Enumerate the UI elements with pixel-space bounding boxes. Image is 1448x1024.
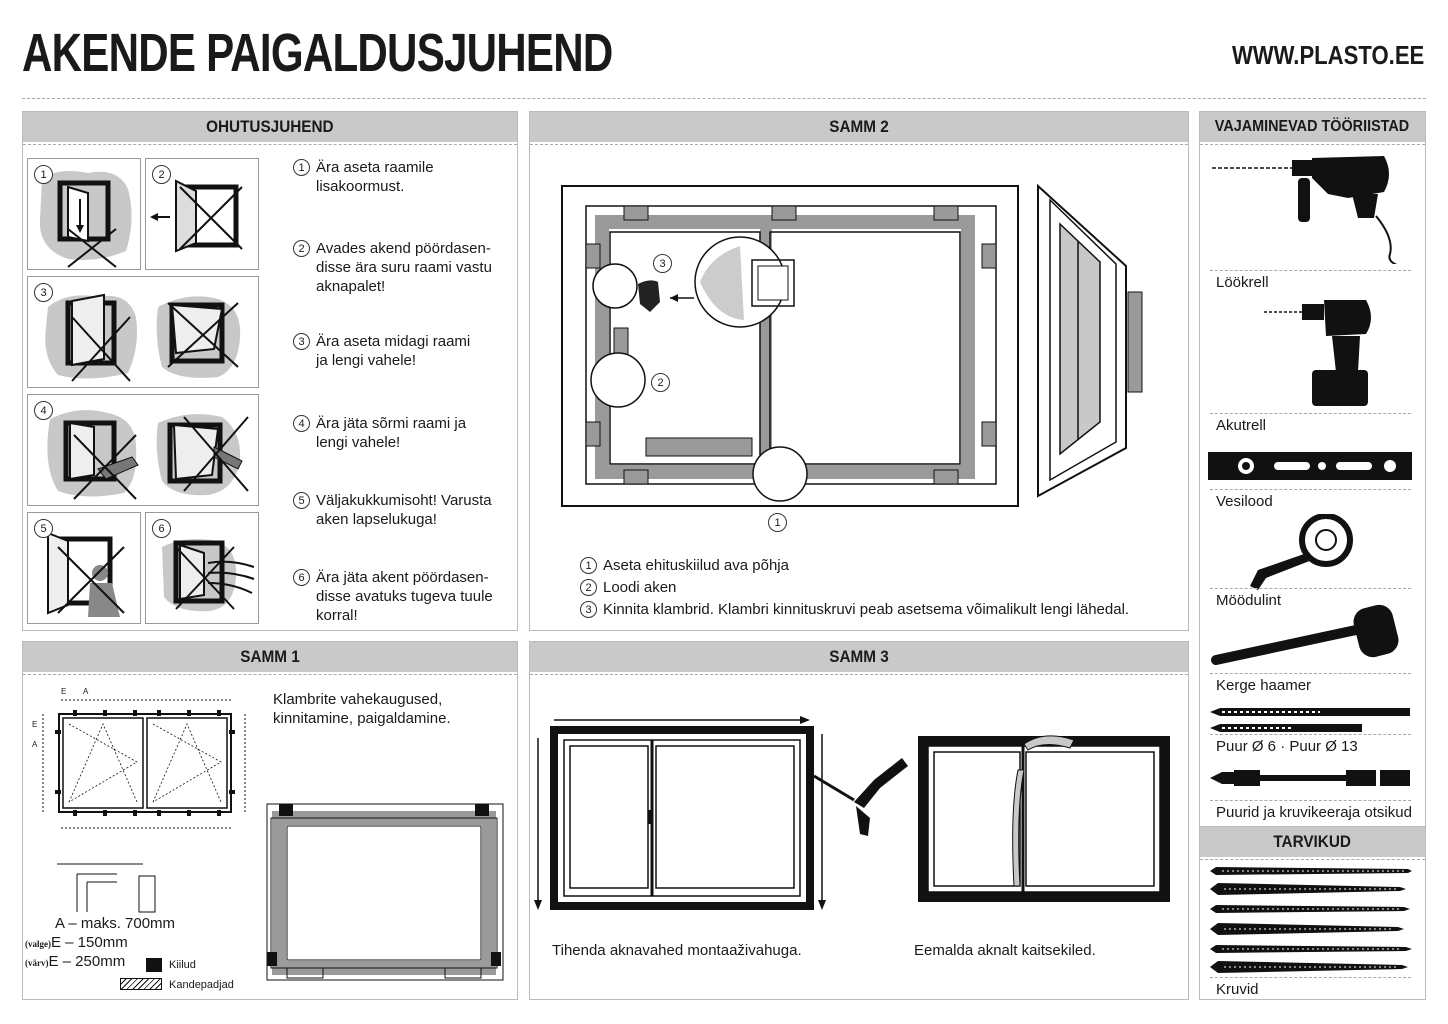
- step2-instruction-2: 2 Loodi aken: [580, 579, 676, 596]
- dim-label-e-left: E: [32, 720, 38, 729]
- safety-rule-5: 5 Väljakukkumisoht! Varusta aken lapselukuga!: [293, 491, 506, 529]
- step3-header: SAMM 3: [530, 642, 1188, 672]
- step2-callout-2: 2: [651, 373, 670, 392]
- bracket-install-diagram: [265, 802, 505, 982]
- step2-callout-3: 3: [653, 254, 672, 273]
- bracket-spacing-diagram: [31, 686, 271, 836]
- step1-header: SAMM 1: [23, 642, 517, 672]
- cordless-drill-icon: [1208, 298, 1408, 410]
- safety-illustration-6: 6: [145, 512, 259, 624]
- page-title: AKENDE PAIGALDUSJUHEND: [22, 23, 613, 83]
- legend-a: A – maks. 700mm: [55, 915, 176, 932]
- step2-callout-1: 1: [768, 513, 787, 532]
- header-divider: [22, 98, 1426, 99]
- legend-kiilud: Kiilud: [169, 959, 196, 971]
- dim-label-a-left: A: [32, 740, 38, 749]
- safety-rule-2: 2 Avades akend pöördasen-disse ära suru raami vastu aknapalet!: [293, 239, 506, 296]
- step1-panel: [22, 641, 518, 1000]
- tool-label-spirit-level: Vesilood: [1216, 493, 1273, 510]
- step2-header: SAMM 2: [530, 112, 1188, 142]
- tool-label-tape-measure: Möödulint: [1216, 592, 1282, 609]
- safety-rule-1: 1 Ära aseta raamile lisakoormust.: [293, 158, 516, 196]
- tools-panel: [1199, 111, 1426, 829]
- step2-panel: [529, 111, 1189, 631]
- step2-instruction-3: 3 Kinnita klambrid. Klambri kinnituskruvi peab asetsema võimalikult lengi lähedal.: [580, 601, 1129, 618]
- step1-description: Klambrite vahekaugused, kinnitamine, paigaldamine.: [273, 691, 451, 727]
- safety-illustration-5: 5: [27, 512, 141, 624]
- supplies-panel: [1199, 826, 1426, 1000]
- supplies-header: TARVIKUD: [1200, 827, 1425, 857]
- tool-label-drill-bits: Puur Ø 6 · Puur Ø 13: [1216, 738, 1358, 755]
- safety-illustration-2: 2: [145, 158, 259, 270]
- dim-label-e-top: E: [61, 687, 67, 696]
- spirit-level-icon: [1206, 446, 1416, 488]
- step3-caption-seal: Tihenda aknavahed montaaživahuga.: [552, 942, 802, 959]
- drill-bits-icon: [1208, 702, 1418, 742]
- legend-e2: (värv)E – 250mm: [25, 953, 126, 970]
- screws-icon: [1208, 865, 1418, 985]
- safety-rule-3: 3 Ära aseta midagi raami ja lengi vahele!: [293, 332, 476, 370]
- hammer-drill-icon: [1208, 154, 1408, 264]
- finger-in-frame-icon: [28, 395, 258, 505]
- tool-label-screwdriver-bits: Puurid ja kruvikeeraja otsikud: [1216, 804, 1412, 821]
- safety-illustration-3: 3: [27, 276, 259, 388]
- screwdriver-bits-icon: [1208, 762, 1418, 796]
- supply-label-screws: Kruvid: [1216, 981, 1259, 998]
- step2-diagram: [530, 152, 1188, 562]
- corner-detail-diagram: [47, 856, 167, 916]
- legend-pad-swatch: [120, 978, 162, 990]
- tool-label-mallet: Kerge haamer: [1216, 677, 1312, 694]
- step3-caption-film: Eemalda aknalt kaitsekiled.: [914, 942, 1096, 959]
- object-in-frame-icon: [28, 277, 258, 387]
- safety-rule-6: 6 Ära jäta akent pöördasen-disse avatuks tugeva tuule korral!: [293, 568, 506, 625]
- safety-illustration-4: 4: [27, 394, 259, 506]
- safety-illustration-1: 1: [27, 158, 141, 270]
- tools-header: VAJAMINEVAD TÖÖRIISTAD: [1200, 112, 1425, 142]
- tool-label-cordless-drill: Akutrell: [1216, 417, 1267, 434]
- mallet-icon: [1206, 602, 1416, 672]
- step3-diagram: [534, 710, 1184, 930]
- step3-panel: [529, 641, 1189, 1000]
- tape-measure-icon: [1208, 514, 1408, 598]
- tool-label-impact-drill: Löökrell: [1216, 274, 1269, 291]
- legend-kandepadjad: Kandepadjad: [169, 979, 234, 991]
- safety-rule-4: 4 Ära jäta sõrmi raami ja lengi vahele!: [293, 414, 496, 452]
- safety-panel: [22, 111, 518, 631]
- legend-wedge-swatch: [146, 958, 162, 972]
- legend-e1: (valge)E – 150mm: [25, 934, 128, 951]
- website-url[interactable]: WWW.PLASTO.EE: [1231, 40, 1424, 70]
- dim-label-a-top: A: [83, 687, 89, 696]
- step2-instruction-1: 1 Aseta ehituskiilud ava põhja: [580, 557, 789, 574]
- safety-header: OHUTUSJUHEND: [23, 112, 517, 142]
